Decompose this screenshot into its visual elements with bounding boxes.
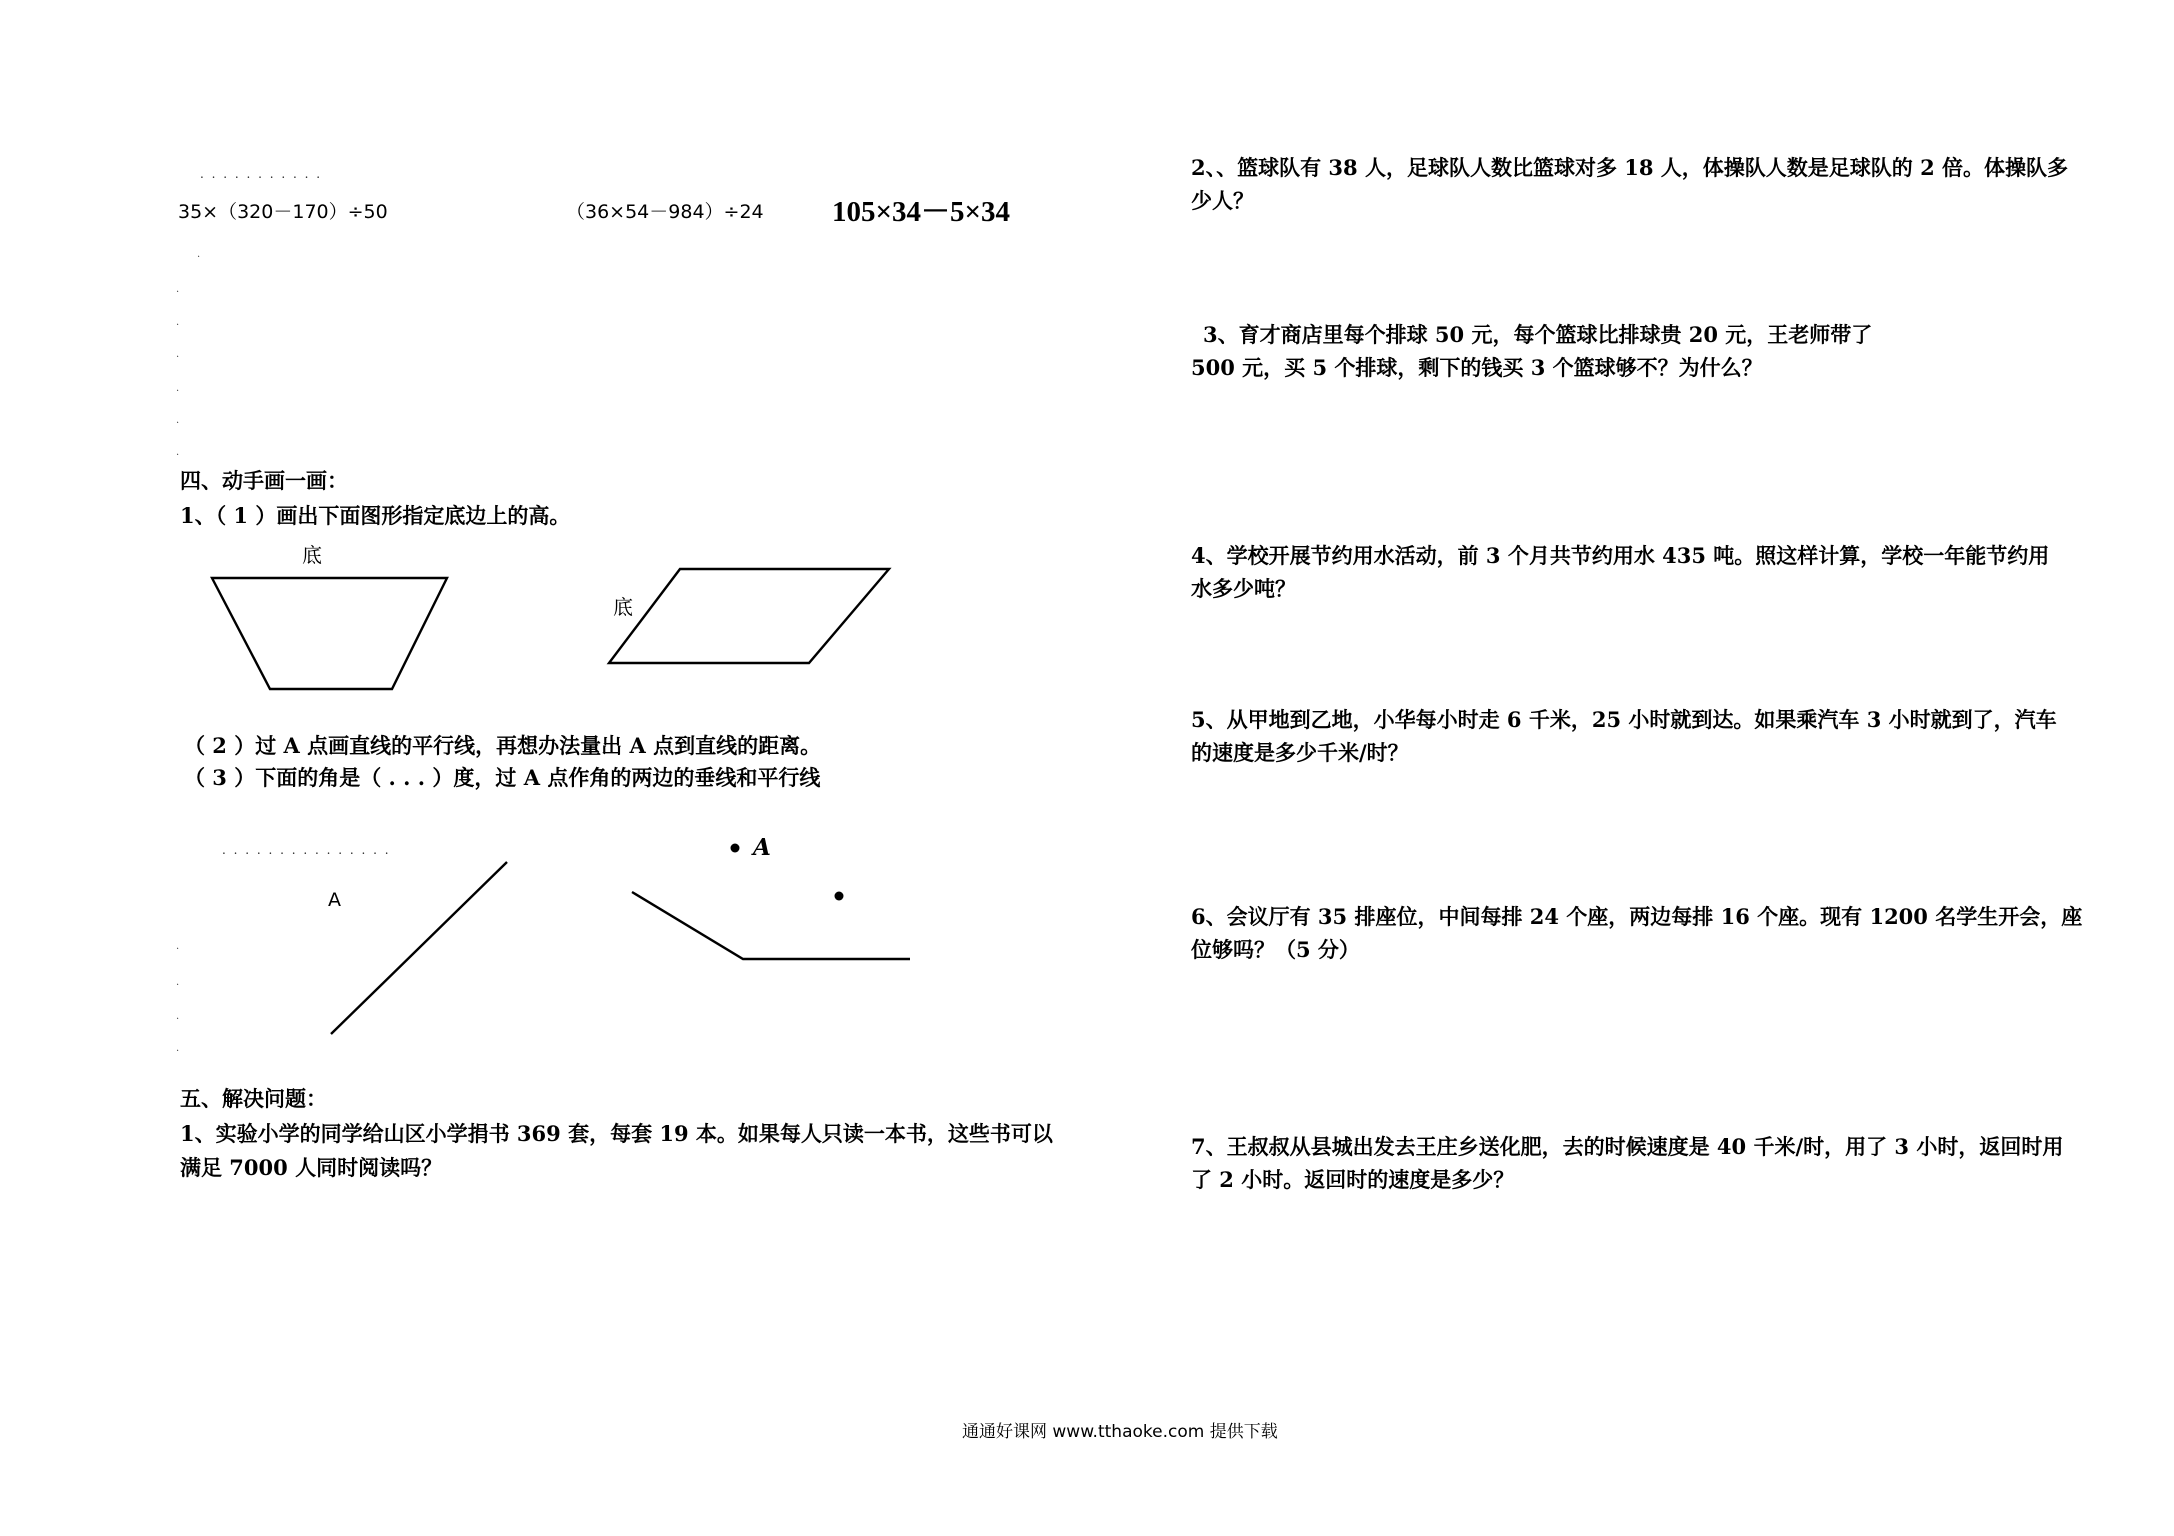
problem-7-line-1: 7、王叔叔从县城出发去王庄乡送化肥，去的时候速度是 40 千米/时，用了 3 小时，返回时用 — [1191, 1134, 2064, 1159]
section-4-q3: （ 3 ）下面的角是（ . . . ）度，过 A 点作角的两边的垂线和平行线 — [184, 765, 821, 790]
problem-1-line-1: 1、实验小学的同学给山区小学捐书 369 套，每套 19 本。如果每人只读一本书，这些书可以 — [180, 1121, 1053, 1146]
problem-5-line-2: 的速度是多少千米/时？ — [1191, 740, 1409, 765]
parallelogram-base-label: 底 — [613, 595, 633, 619]
problem-6-line-1: 6、会议厅有 35 排座位，中间每排 24 个座，两边每排 16 个座。现有 1200 名学生开会，座 — [1191, 904, 2083, 929]
problem-2-line-2: 少人？ — [1191, 188, 1254, 213]
angle-dot — [835, 892, 844, 901]
problem-4-line-2: 水多少吨？ — [1191, 576, 1296, 601]
trapezoid-base-label: 底 — [302, 543, 322, 567]
problem-5-line-1: 5、从甲地到乙地，小华每小时走 6 千米，25 小时就到达。如果乘汽车 3 小时就到了，汽车 — [1191, 707, 2057, 732]
dotted-leader-row: . . . . . . . . . . . . . . . — [222, 843, 391, 857]
scan-speck: . — [176, 447, 180, 458]
scan-speck: . — [176, 415, 180, 426]
problem-3-line-1: 3、育才商店里每个排球 50 元，每个篮球比排球贵 20 元，王老师带了 — [1203, 322, 1873, 347]
point-a-dot — [731, 844, 740, 853]
angle-figure — [632, 892, 910, 959]
dotted-leader-top: . . . . . . . . . . . — [200, 167, 323, 181]
trapezoid-figure — [212, 578, 447, 689]
problem-1-line-2: 满足 7000 人同时阅读吗？ — [180, 1155, 443, 1180]
section-4-q1: 1、（ 1 ）画出下面图形指定底边上的高。 — [180, 503, 571, 528]
scan-speck: . — [176, 317, 180, 328]
scan-speck: . — [176, 977, 180, 988]
expression-2: （36×54－984）÷24 — [566, 201, 764, 223]
point-a-label-italic: A — [753, 834, 771, 861]
scan-speck: . — [176, 349, 180, 360]
expression-3: 105×34－5×34 — [832, 196, 1011, 228]
scan-speck: . — [197, 249, 201, 260]
expression-1: 35×（320－170）÷50 — [178, 201, 388, 223]
section-4-title: 四、动手画一画： — [180, 468, 348, 493]
straight-line — [331, 862, 507, 1034]
section-5-title: 五、解决问题： — [180, 1086, 327, 1111]
scan-speck: . — [176, 1043, 180, 1054]
parallelogram-figure — [609, 569, 889, 663]
scan-speck: . — [176, 284, 180, 295]
problem-7-line-2: 了 2 小时。返回时的速度是多少？ — [1191, 1167, 1515, 1192]
scan-speck: . — [176, 1011, 180, 1022]
scan-speck: . — [176, 941, 180, 952]
scan-speck: . — [176, 383, 180, 394]
problem-6-line-2: 位够吗？（5 分） — [1191, 937, 1360, 962]
problem-2-line-1: 2、、篮球队有 38 人，足球队人数比篮球对多 18 人，体操队人数是足球队的 2 倍。体操队多 — [1191, 155, 2069, 180]
section-4-q2: （ 2 ）过 A 点画直线的平行线，再想办法量出 A 点到直线的距离。 — [184, 733, 822, 758]
page-footer: 通通好课网 www.tthaoke.com 提供下载 — [962, 1422, 1278, 1442]
point-a-label: A — [328, 889, 341, 911]
problem-3-line-2: 500 元，买 5 个排球，剩下的钱买 3 个篮球够不？为什么？ — [1191, 355, 1763, 380]
problem-4-line-1: 4、学校开展节约用水活动，前 3 个月共节约用水 435 吨。照这样计算，学校一年能节约用 — [1191, 543, 2050, 568]
